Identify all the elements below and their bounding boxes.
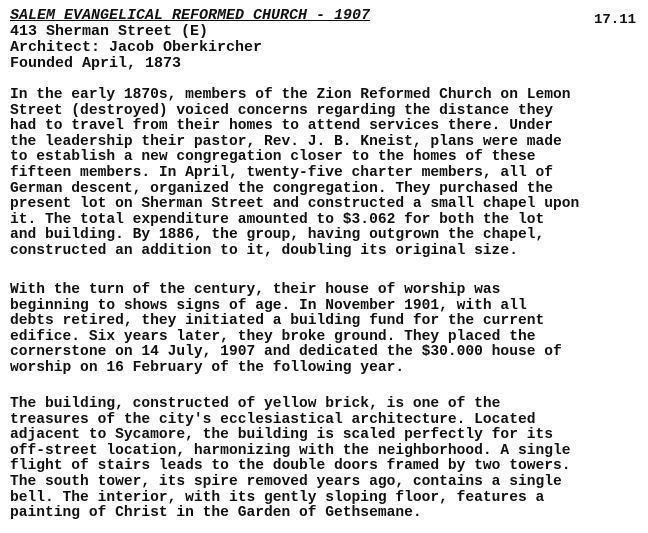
paragraph-line: In the early 1870s, members of the Zion Reformed Church on Lemon [10, 87, 571, 103]
document-page [10, 8, 640, 528]
paragraph-line: debts retired, they initiated a building fund for the current [10, 313, 545, 330]
document-title: SALEM EVANGELICAL REFORMED CHURCH - 1907 [10, 7, 371, 24]
paragraph-line: had to travel from their homes to attend services there. Under [10, 118, 553, 135]
paragraph-line: adjacent to Sycamore, the building is scaled perfectly for its [10, 427, 553, 444]
founded-line: Founded April, 1873 [10, 55, 182, 72]
paragraph-line: and building. By 1886, the group, having outgrown the chapel, [10, 227, 545, 244]
paragraph-line: flight of stairs leads to the double doors framed by two towers. [10, 458, 571, 475]
paragraph-line: fifteen members. In April, twenty-five charter members, all of [10, 164, 553, 181]
paragraph-line: painting of Christ in the Garden of Gethsemane. [10, 505, 422, 522]
paragraph-line: Street (destroyed) voiced concerns regarding the distance they [10, 102, 553, 119]
paragraph-line: The building, constructed of yellow brick, is one of the [10, 396, 501, 412]
paragraph-line: present lot on Sherman Street and constructed a small chapel upon [10, 196, 580, 213]
paragraph-line: the leadership their pastor, Rev. J. B. Kneist, plans were made [10, 133, 562, 150]
page-number: 17.11 [593, 12, 636, 28]
paragraph-line: to establish a new congregation closer to the homes of these [10, 149, 536, 166]
paragraph-line: worship on 16 February of the following year. [10, 359, 405, 376]
address-line: 413 Sherman Street (E) [10, 23, 209, 40]
document-header [10, 8, 640, 80]
paragraph-line: it. The total expenditure amounted to $3.062 for both the lot [10, 211, 545, 228]
paragraph-line: With the turn of the century, their house of worship was [10, 282, 501, 298]
paragraph-history [10, 88, 579, 260]
paragraph-line: edifice. Six years later, they broke ground. They placed the [10, 328, 536, 345]
paragraph-line: constructed an addition to it, doubling its original size. [10, 242, 518, 259]
paragraph-line: German descent, organized the congregation. They purchased the [10, 180, 553, 197]
paragraph-architecture [10, 397, 571, 522]
paragraph-construction [10, 283, 562, 377]
paragraph-line: The south tower, its spire removed years ago, contains a single [10, 473, 562, 490]
architect-line: Architect: Jacob Oberkircher [10, 39, 263, 56]
paragraph-line: bell. The interior, with its gently sloping floor, features a [10, 489, 545, 506]
paragraph-line: off-street location, harmonizing with the neighborhood. A single [10, 442, 571, 459]
paragraph-line: beginning to shows signs of age. In November 1901, with all [10, 297, 527, 314]
paragraph-line: treasures of the city's ecclesiastical architecture. Located [10, 411, 536, 428]
paragraph-line: cornerstone on 14 July, 1907 and dedicated the $30.000 house of [10, 344, 562, 361]
